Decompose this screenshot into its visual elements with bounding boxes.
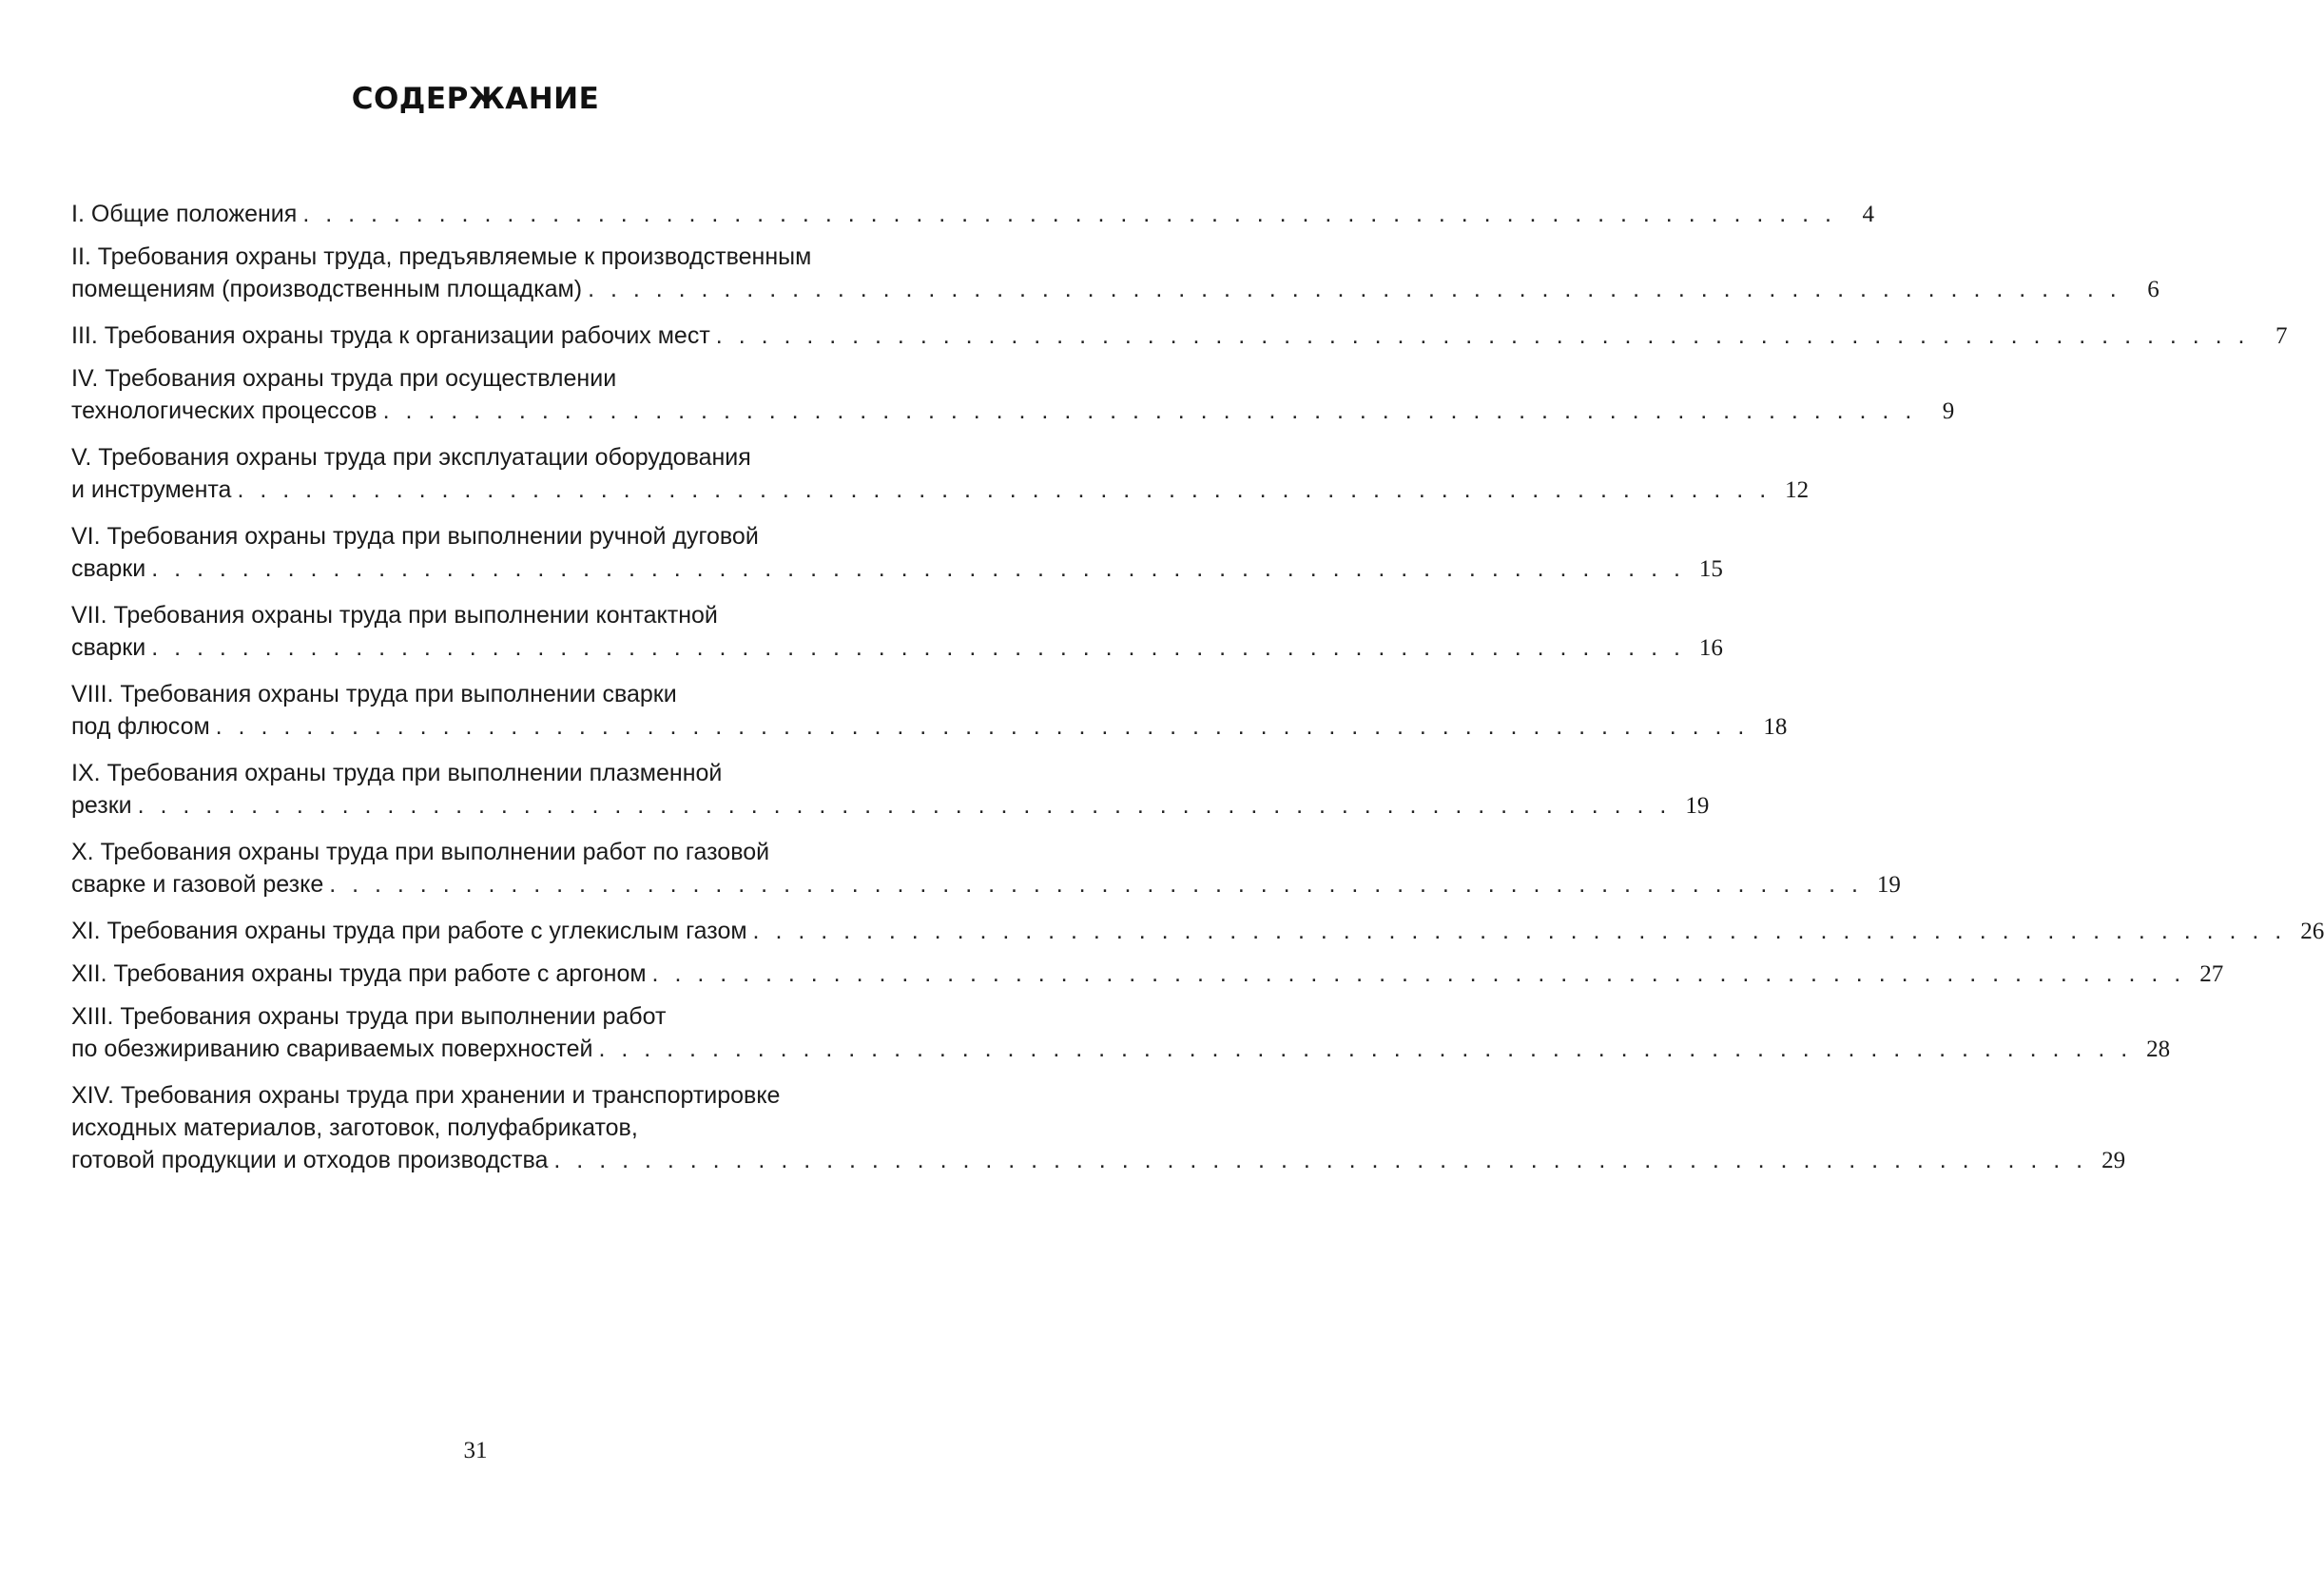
dot-leader: . . . . . . . . . . . . . . . . . . . . . . . . . . . . . . . . . . . . . . . . . . . . . . . . . . . . . . . . . . . . . . . . . . . . — [715, 322, 2250, 349]
toc-entry-text-line: VI. Требования охраны труда при выполнении ручной дуговой — [71, 523, 759, 550]
toc-entry-text-line: XIII. Требования охраны труда при выполнении работ — [71, 1003, 667, 1030]
toc-entry-text-line: XIV. Требования охраны труда при хранении и транспортировке — [71, 1082, 781, 1109]
toc-entry-text-line: VII. Требования охраны труда при выполнении контактной — [71, 602, 718, 629]
toc-entry[interactable] — [71, 362, 1955, 428]
toc-page-number: 6 — [2147, 277, 2159, 302]
toc-page-number: 12 — [1785, 477, 1810, 503]
dot-leader: . . . . . . . . . . . . . . . . . . . . . . . . . . . . . . . . . . . . . . . . . . . . . . . . . . . . . . . . . . . . . . . . . . . . — [553, 1147, 2088, 1173]
toc-entry-text-line: под флюсом — [71, 713, 210, 740]
toc-entry-text-line: сварке и газовой резке — [71, 871, 324, 898]
toc-entry-last-line — [71, 474, 1810, 507]
toc-entry-text-line: II. Требования охраны труда, предъявляемые к производственным — [71, 243, 812, 270]
toc-entry-text-line: сварки — [71, 555, 146, 582]
dot-leader: . . . . . . . . . . . . . . . . . . . . . . . . . . . . . . . . . . . . . . . . . . . . . . . . . . . . . . . . . . . . . . . . . . . . — [598, 1036, 2133, 1062]
toc-entry-text-line: VIII. Требования охраны труда при выполнении сварки — [71, 681, 677, 707]
dot-leader: . . . . . . . . . . . . . . . . . . . . . . . . . . . . . . . . . . . . . . . . . . . . . . . . . . . . . . . . . . . . . . . . . . . . — [215, 713, 1750, 740]
toc-entry[interactable] — [71, 1079, 2126, 1177]
toc-entry-last-line — [71, 552, 1723, 586]
toc-entry-text-line: X. Требования охраны труда при выполнении работ по газовой — [71, 839, 770, 865]
toc-entry-last-line — [71, 789, 1710, 823]
toc-entry[interactable] — [71, 757, 1710, 823]
toc-entry-text-line: III. Требования охраны труда к организации рабочих мест — [71, 322, 710, 349]
toc-entry-text-line: V. Требования охраны труда при эксплуатации оборудования — [71, 444, 751, 471]
toc-entry-text-line: готовой продукции и отходов производства — [71, 1147, 549, 1173]
toc-page-number: 29 — [2101, 1148, 2126, 1173]
toc-page-number: 28 — [2146, 1036, 2171, 1062]
toc-entry-text-line: и инструмента — [71, 476, 232, 503]
toc-entry[interactable] — [71, 241, 2159, 306]
toc-entry-text-line: XII. Требования охраны труда при работе с аргоном — [71, 960, 647, 987]
page-title: СОДЕРЖАНИЕ — [351, 82, 600, 116]
toc-page-number: 19 — [1876, 872, 1901, 898]
toc-entry-last-line — [71, 1033, 2171, 1066]
toc-entry[interactable] — [71, 599, 1723, 665]
dot-leader: . . . . . . . . . . . . . . . . . . . . . . . . . . . . . . . . . . . . . . . . . . . . . . . . . . . . . . . . . . . . . . . . . . . . — [382, 397, 1917, 424]
dot-leader: . . . . . . . . . . . . . . . . . . . . . . . . . . . . . . . . . . . . . . . . . . . . . . . . . . . . . . . . . . . . . . . . . . . . — [137, 792, 1672, 819]
toc-entry-text-line: IV. Требования охраны труда при осуществлении — [71, 365, 617, 392]
toc-entry-last-line — [71, 631, 1723, 665]
dot-leader: . . . . . . . . . . . . . . . . . . . . . . . . . . . . . . . . . . . . . . . . . . . . . . . . . . . . . . . . . . . . . . . . . . . . — [752, 918, 2287, 944]
toc-page-number: 15 — [1698, 556, 1723, 582]
toc-entry-last-line — [71, 868, 1901, 901]
toc-entry[interactable] — [71, 678, 1788, 744]
toc-entry[interactable] — [71, 958, 2224, 991]
toc-entry-last-line — [71, 198, 1874, 231]
page-number: 31 — [463, 1438, 488, 1463]
toc-entry-text-line: помещениям (производственным площадкам) — [71, 276, 583, 302]
toc-page-number: 19 — [1685, 793, 1710, 819]
toc-entry-last-line — [71, 1144, 2126, 1177]
dot-leader: . . . . . . . . . . . . . . . . . . . . . . . . . . . . . . . . . . . . . . . . . . . . . . . . . . . . . . . . . . . . . . . . . . . . — [302, 201, 1836, 227]
dot-leader: . . . . . . . . . . . . . . . . . . . . . . . . . . . . . . . . . . . . . . . . . . . . . . . . . . . . . . . . . . . . . . . . . . . . — [329, 871, 1863, 898]
toc-entry[interactable] — [71, 915, 2324, 948]
toc-page-number: 26 — [2300, 919, 2324, 944]
toc-entry-text-line: по обезжириванию свариваемых поверхностей — [71, 1036, 593, 1062]
toc-entry-last-line — [71, 273, 2159, 306]
toc-page-number: 7 — [2275, 323, 2288, 349]
toc-entry-last-line — [71, 915, 2324, 948]
toc-entry-text-line: сварки — [71, 634, 146, 661]
toc-entry[interactable] — [71, 836, 1901, 901]
toc-entry-last-line — [71, 395, 1955, 428]
toc-page-number: 16 — [1698, 635, 1723, 661]
toc-page-number: 18 — [1763, 714, 1788, 740]
toc-entry-text-line: технологических процессов — [71, 397, 378, 424]
dot-leader: . . . . . . . . . . . . . . . . . . . . . . . . . . . . . . . . . . . . . . . . . . . . . . . . . . . . . . . . . . . . . . . . . . . . — [651, 960, 2186, 987]
dot-leader: . . . . . . . . . . . . . . . . . . . . . . . . . . . . . . . . . . . . . . . . . . . . . . . . . . . . . . . . . . . . . . . . . . . . — [151, 555, 1685, 582]
toc-entry[interactable] — [71, 198, 1874, 231]
toc-entry-text-line: резки — [71, 792, 132, 819]
table-of-contents — [71, 198, 2324, 1191]
toc-entry-text-line: исходных материалов, заготовок, полуфабрикатов, — [71, 1114, 638, 1141]
toc-entry[interactable] — [71, 1000, 2171, 1066]
dot-leader: . . . . . . . . . . . . . . . . . . . . . . . . . . . . . . . . . . . . . . . . . . . . . . . . . . . . . . . . . . . . . . . . . . . . — [151, 634, 1685, 661]
toc-entry-text-line: XI. Требования охраны труда при работе с углекислым газом — [71, 918, 747, 944]
toc-entry-last-line — [71, 320, 2288, 353]
toc-entry-text-line: IX. Требования охраны труда при выполнении плазменной — [71, 760, 723, 786]
toc-entry-last-line — [71, 710, 1788, 744]
dot-leader: . . . . . . . . . . . . . . . . . . . . . . . . . . . . . . . . . . . . . . . . . . . . . . . . . . . . . . . . . . . . . . . . . . . . — [237, 476, 1772, 503]
toc-entry[interactable] — [71, 441, 1810, 507]
toc-page-number: 9 — [1942, 398, 1955, 424]
toc-entry[interactable] — [71, 320, 2288, 353]
toc-entry-last-line — [71, 958, 2224, 991]
toc-page-number: 4 — [1862, 202, 1874, 227]
toc-page-number: 27 — [2199, 961, 2224, 987]
dot-leader: . . . . . . . . . . . . . . . . . . . . . . . . . . . . . . . . . . . . . . . . . . . . . . . . . . . . . . . . . . . . . . . . . . . . — [588, 276, 2121, 302]
toc-entry-text-line: I. Общие положения — [71, 201, 298, 227]
toc-entry[interactable] — [71, 520, 1723, 586]
